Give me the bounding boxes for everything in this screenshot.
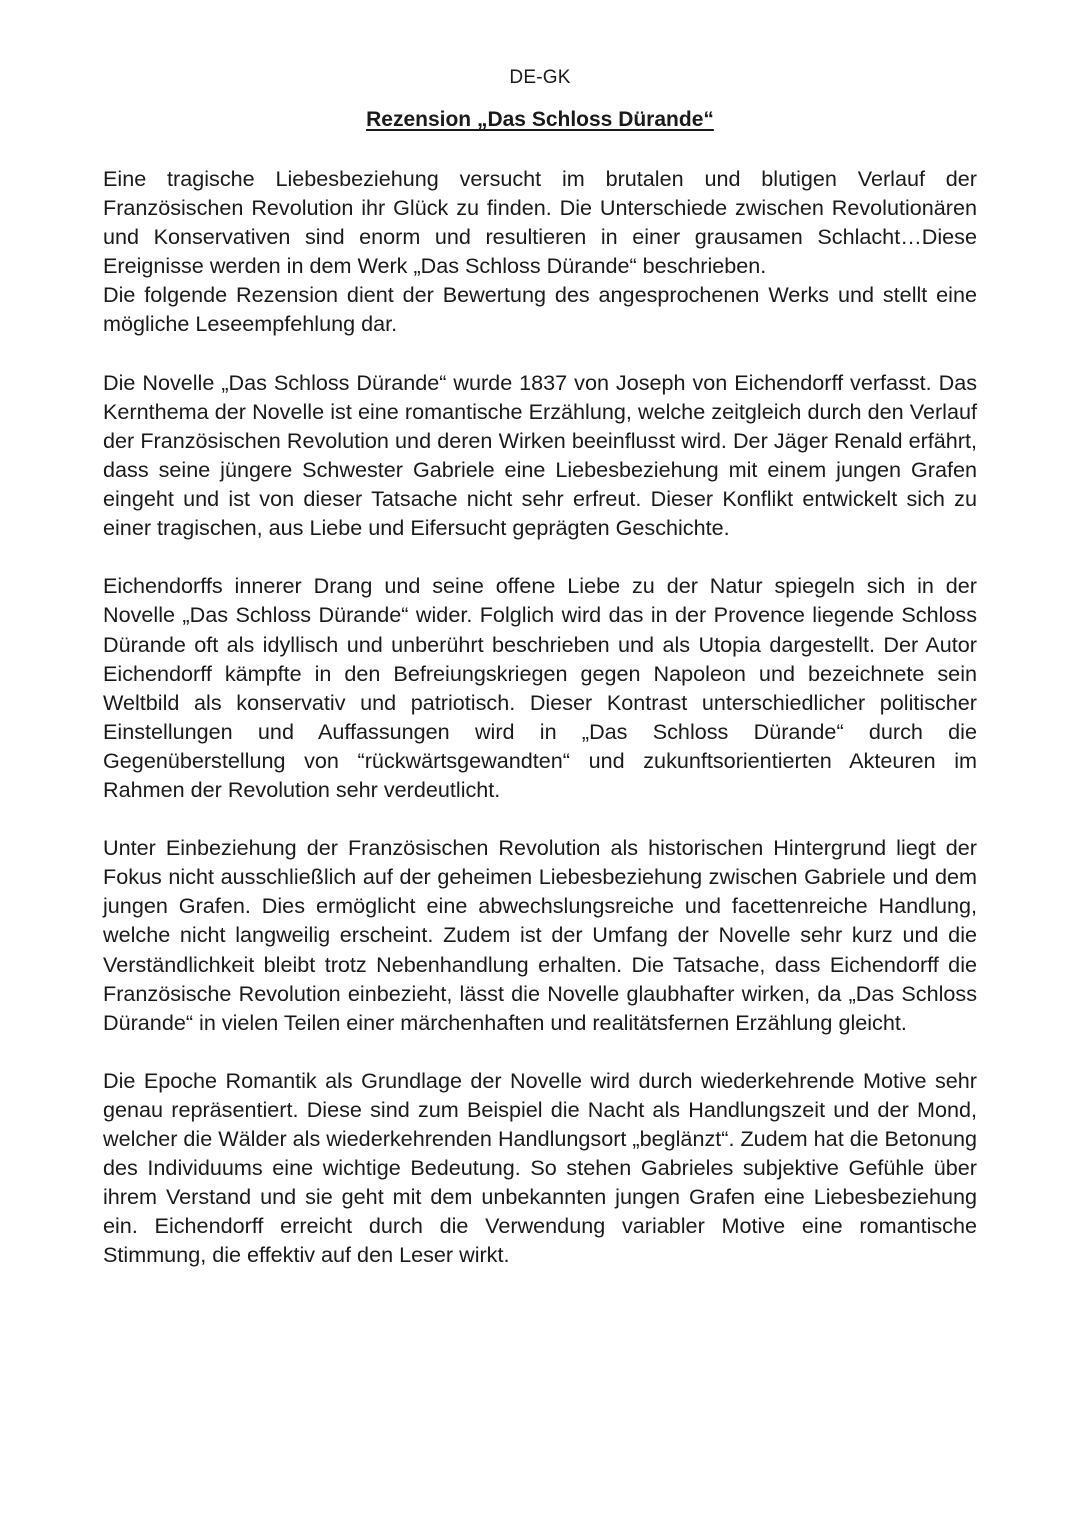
paragraph-historical-background: Unter Einbeziehung der Französischen Revolution als historischen Hintergrund liegt der Fokus nicht ausschließlich auf der geheimen Liebesbeziehung zwischen Gabriele und dem jungen Grafen. Dies ermöglicht eine abwechslungsreiche und facettenreiche Handlung, welche nicht langweilig erscheint. Zudem ist der Umfang der Novelle sehr kurz und die Verständlichkeit bleibt trotz Nebenhandlung erhalten. Die Tatsache, dass Eichendorff die Französische Revolution einbezieht, lässt die Novelle glaubhafter wirken, da „Das Schloss Dürande“ in vielen Teilen einer märchenhaften und realitätsfernen Erzählung gleicht. — [103, 835, 977, 1035]
paragraph-romanticism: Die Epoche Romantik als Grundlage der Novelle wird durch wiederkehrende Motive sehr genau repräsentiert. Diese sind zum Beispiel die Nacht als Handlungszeit und der Mond, welcher die Wälder als wiederkehrenden Handlungsort „beglänzt“. Zudem hat die Betonung des Individuums eine wichtige Bedeutung. So stehen Gabrieles subjektive Gefühle über ihrem Verstand und sie geht mit dem unbekannten jungen Grafen eine Liebesbeziehung ein. Eichendorff erreicht durch die Verwendung variabler Motive eine romantische Stimmung, die effektiv auf den Leser wirkt. — [103, 1067, 977, 1268]
paragraph-purpose: Die folgende Rezension dient der Bewertung des angesprochenen Werks und stellt eine mögliche Leseempfehlung dar. — [103, 282, 977, 337]
course-code: DE-GK — [509, 67, 571, 88]
paragraph-author-context: Eichendorffs innerer Drang und seine offene Liebe zu der Natur spiegeln sich in der Novelle „Das Schloss Dürande“ wider. Folglich wird das in der Provence liegende Schloss Dürande oft als idyllisch und unberührt beschrieben und als Utopia dargestellt. Der Autor Eichendorff kämpfte in den Befreiungskriegen gegen Napoleon und bezeichnete sein Weltbild als konservativ und patriotisch. Dieser Kontrast unterschiedlicher politischer Einstellungen und Auffassungen wird in „Das Schloss Dürande“ durch die Gegenüberstellung von “rückwärtsgewandten“ und zukunftsorientierten Akteuren im Rahmen der Revolution sehr verdeutlicht. — [103, 573, 977, 802]
paragraph-content: Die Novelle „Das Schloss Dürande“ wurde 1837 von Joseph von Eichendorff verfasst. Das Kernthema der Novelle ist eine romantische Erzählung, welche zeitgleich durch den Verlauf der Französischen Revolution und deren Wirken beeinflusst wird. Der Jäger Renald erfährt, dass seine jüngere Schwester Gabriele eine Liebesbeziehung mit einem jungen Grafen eingeht und ist von dieser Tatsache nicht sehr erfreut. Dieser Konflikt entwickelt sich zu einer tragischen, aus Liebe und Eifersucht geprägten Geschichte. — [103, 369, 977, 541]
review-body — [103, 164, 977, 1270]
paragraph-intro: Eine tragische Liebesbeziehung versucht im brutalen und blutigen Verlauf der Französischen Revolution ihr Glück zu finden. Die Unterschiede zwischen Revolutionären und Konservativen sind enorm und resultieren in einer grausamen Schlacht…Diese Ereignisse werden in dem Werk „Das Schloss Dürande“ beschrieben. — [103, 166, 977, 279]
page-title: Rezension „Das Schloss Dürande“ — [366, 108, 714, 131]
